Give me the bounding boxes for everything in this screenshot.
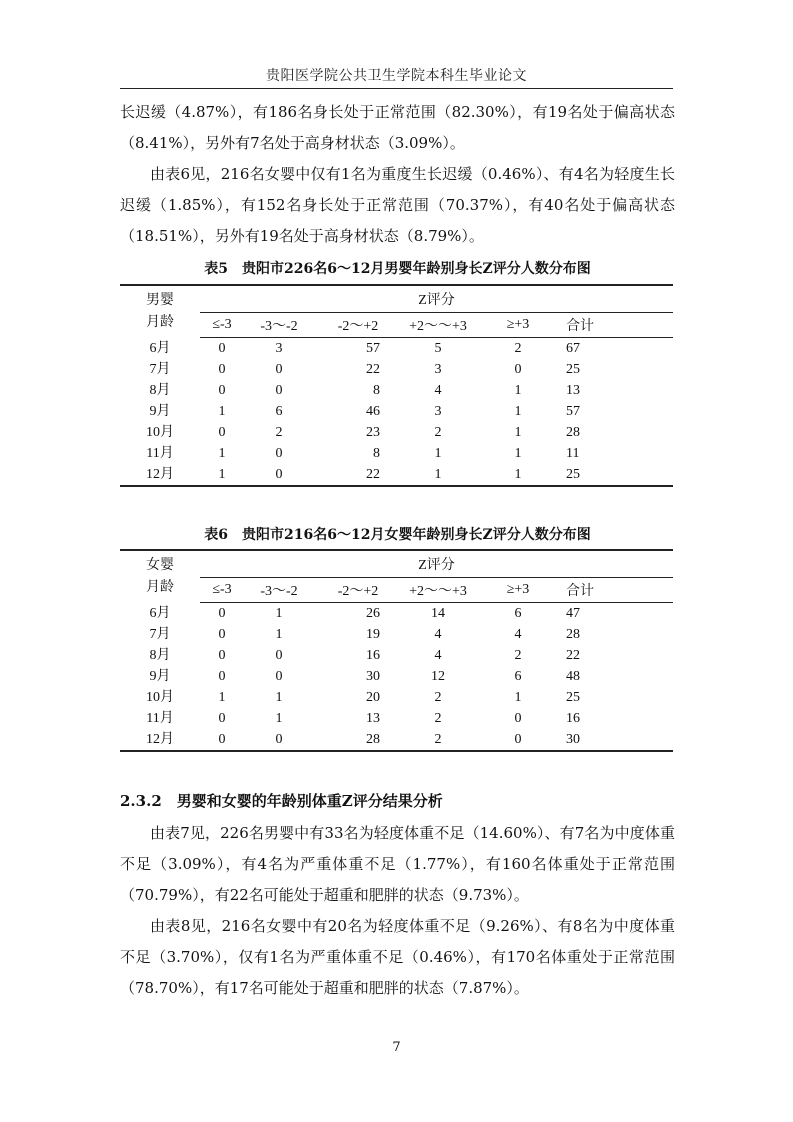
value-cell: 16 [566, 711, 580, 726]
table6-col-header: -2～+2 [314, 578, 402, 603]
value-cell: 2 [434, 425, 442, 440]
month-cell: 9月 [149, 404, 171, 419]
table6-caption: 表6 贵阳市216名6～12月女婴年龄别身长Z评分人数分布图 [204, 527, 591, 543]
paragraph-2: 由表6见，216名女婴中仅有1名为重度生长迟缓（0.46%）、有4名为轻度生长迟缓（1.85%），有152名身长处于正常范围（70.37%），有40名处于偏高状态（18.51%），另外有19名处于高身材状态（8.79%）。 [120, 165, 675, 245]
table5-row-header: 男婴月龄 [120, 285, 200, 338]
value-cell: 0 [275, 648, 283, 663]
value-cell: 28 [566, 425, 580, 440]
value-cell: 2 [514, 341, 522, 356]
month-cell: 12月 [120, 464, 200, 486]
value-cell: 25 [562, 464, 616, 486]
table5-caption: 表5 贵阳市226名6～12月男婴年龄别身长Z评分人数分布图 [204, 261, 591, 277]
table6-col-header: ≥+3 [474, 578, 562, 603]
value-cell: 1 [218, 690, 226, 705]
value-cell: 4 [434, 627, 442, 642]
table5 [120, 284, 673, 487]
value-cell: 0 [218, 627, 226, 642]
table6-col-header: +2～～+3 [402, 578, 474, 603]
paragraph-1: 长迟缓（4.87%），有186名身长处于正常范围（82.30%），有19名处于偏高状态（8.41%），另外有7名处于高身材状态（3.09%）。 [120, 103, 675, 152]
value-cell: 1 [514, 404, 522, 419]
table-row [120, 380, 673, 401]
value-cell: 0 [218, 425, 226, 440]
value-cell: 0 [218, 669, 226, 684]
value-cell: 12 [431, 669, 445, 684]
table5-col-header: +2～～+3 [402, 313, 474, 338]
value-cell: 16 [366, 648, 380, 663]
value-cell: 0 [218, 383, 226, 398]
value-cell: 20 [366, 690, 380, 705]
page-header: 贵阳医学院公共卫生学院本科生毕业论文 [266, 68, 527, 84]
month-cell: 8月 [149, 383, 171, 398]
table6-col-header: 合计 [562, 578, 616, 603]
value-cell: 0 [275, 362, 283, 377]
value-cell: 1 [275, 711, 283, 726]
month-cell: 12月 [120, 729, 200, 751]
value-cell: 1 [218, 404, 226, 419]
value-cell: 67 [566, 341, 580, 356]
table-row [120, 422, 673, 443]
value-cell: 48 [566, 669, 580, 684]
value-cell: 22 [366, 362, 380, 377]
table6 [120, 549, 673, 752]
value-cell: 1 [434, 446, 442, 461]
value-cell: 0 [514, 362, 522, 377]
table6-group-header: Z评分 [200, 550, 673, 578]
value-cell: 11 [566, 446, 580, 461]
value-cell: 28 [566, 627, 580, 642]
value-cell: 4 [434, 648, 442, 663]
table-row [120, 687, 673, 708]
table-row [120, 729, 673, 751]
month-cell: 7月 [149, 627, 171, 642]
value-cell: 3 [275, 341, 283, 356]
value-cell: 1 [275, 690, 283, 705]
section-heading: 2.3.2 男婴和女婴的年龄别体重Z评分结果分析 [120, 792, 443, 810]
value-cell: 46 [366, 404, 380, 419]
value-cell: 22 [566, 648, 580, 663]
value-cell: 25 [566, 362, 580, 377]
paragraph-3: 由表7见，226名男婴中有33名为轻度体重不足（14.60%）、有7名为中度体重不足（3.09%），有4名为严重体重不足（1.77%），有160名体重处于正常范围（70.79%），有22名可能处于超重和肥胖的状态（9.73%）。 [120, 824, 675, 904]
value-cell: 0 [244, 729, 314, 751]
value-cell: 25 [566, 690, 580, 705]
month-cell: 7月 [149, 362, 171, 377]
value-cell: 1 [514, 425, 522, 440]
value-cell: 0 [200, 729, 244, 751]
value-cell: 26 [366, 606, 380, 621]
month-cell: 6月 [149, 605, 171, 621]
table5-col-header: ≤-3 [200, 313, 244, 338]
value-cell: 6 [514, 669, 522, 684]
table6-col-header: -3～-2 [244, 578, 314, 603]
value-cell: 5 [434, 341, 442, 356]
value-cell: 19 [366, 627, 380, 642]
value-cell: 2 [275, 425, 283, 440]
value-cell: 3 [434, 404, 442, 419]
value-cell: 1 [218, 446, 226, 461]
value-cell: 4 [514, 627, 522, 642]
value-cell: 1 [514, 690, 522, 705]
value-cell: 14 [431, 606, 445, 621]
header-rule [120, 88, 673, 89]
value-cell: 23 [366, 425, 380, 440]
value-cell: 6 [514, 606, 522, 621]
month-cell: 11月 [146, 446, 174, 461]
value-cell: 2 [434, 690, 442, 705]
value-cell: 2 [402, 729, 474, 751]
table5-group-header: Z评分 [200, 285, 673, 313]
month-cell: 8月 [149, 648, 171, 663]
table5-col-header: 合计 [562, 313, 616, 338]
value-cell: 30 [366, 669, 380, 684]
value-cell: 2 [434, 711, 442, 726]
month-cell: 11月 [146, 711, 174, 726]
value-cell: 0 [275, 446, 283, 461]
table6-col-header: ≤-3 [200, 578, 244, 603]
table5-col-header: -2～+2 [314, 313, 402, 338]
table-row [120, 401, 673, 422]
value-cell: 1 [514, 446, 522, 461]
month-cell: 10月 [146, 690, 174, 705]
value-cell: 28 [314, 729, 402, 751]
table5-col-header: -3～-2 [244, 313, 314, 338]
table6-body [120, 603, 673, 752]
value-cell: 57 [566, 404, 580, 419]
value-cell: 1 [275, 606, 283, 621]
value-cell: 0 [275, 383, 283, 398]
value-cell: 22 [314, 464, 402, 486]
value-cell: 47 [566, 606, 580, 621]
value-cell: 0 [244, 464, 314, 486]
page-number: 7 [392, 1040, 401, 1055]
value-cell: 1 [200, 464, 244, 486]
value-cell: 8 [373, 383, 380, 398]
value-cell: 0 [474, 729, 562, 751]
table-row [120, 624, 673, 645]
table-row [120, 464, 673, 486]
value-cell: 1 [474, 464, 562, 486]
table5-col-header: ≥+3 [474, 313, 562, 338]
table-row [120, 443, 673, 464]
value-cell: 2 [514, 648, 522, 663]
value-cell: 1 [402, 464, 474, 486]
value-cell: 3 [434, 362, 442, 377]
month-cell: 9月 [149, 669, 171, 684]
value-cell: 0 [218, 711, 226, 726]
value-cell: 4 [434, 383, 442, 398]
table-row [120, 645, 673, 666]
month-cell: 10月 [146, 425, 174, 440]
table5-body [120, 338, 673, 487]
value-cell: 0 [218, 362, 226, 377]
table-row [120, 338, 673, 360]
value-cell: 13 [566, 383, 580, 398]
value-cell: 30 [562, 729, 616, 751]
table-row [120, 708, 673, 729]
value-cell: 13 [366, 711, 380, 726]
paragraph-4: 由表8见，216名女婴中有20名为轻度体重不足（9.26%）、有8名为中度体重不足（3.70%），仅有1名为严重体重不足（0.46%），有170名体重处于正常范围（78.70%），有17名可能处于超重和肥胖的状态（7.87%）。 [120, 917, 675, 997]
table6-row-header: 女婴月龄 [120, 550, 200, 603]
value-cell: 0 [514, 711, 522, 726]
value-cell: 0 [218, 606, 226, 621]
value-cell: 0 [275, 669, 283, 684]
value-cell: 1 [514, 383, 522, 398]
table-row [120, 603, 673, 625]
value-cell: 57 [366, 341, 380, 356]
value-cell: 0 [218, 341, 226, 356]
month-cell: 6月 [149, 340, 171, 356]
value-cell: 6 [275, 404, 283, 419]
value-cell: 1 [275, 627, 283, 642]
table-row [120, 359, 673, 380]
value-cell: 8 [373, 446, 380, 461]
value-cell: 0 [218, 648, 226, 663]
table-row [120, 666, 673, 687]
